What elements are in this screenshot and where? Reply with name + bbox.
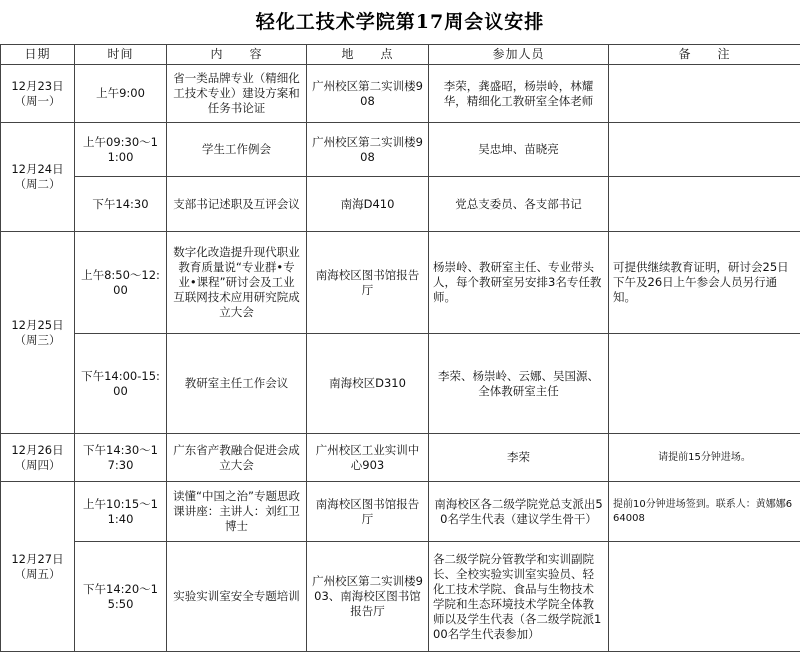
date-cell: 12月26日（周四）	[1, 434, 75, 482]
notes-cell: 可提供继续教育证明，研讨会25日下午及26日上午参会人员另行通知。	[609, 232, 800, 334]
date-cell: 12月25日（周三）	[1, 232, 75, 434]
date-cell: 12月24日（周二）	[1, 123, 75, 232]
table-row	[1, 123, 800, 177]
content-cell: 广东省产教融合促进会成立大会	[167, 434, 307, 482]
time-cell: 下午14:30	[75, 177, 167, 232]
notes-cell	[609, 177, 800, 232]
table-row	[1, 65, 800, 123]
location-cell: 广州校区第二实训楼908	[307, 65, 429, 123]
header-date: 日期	[1, 45, 75, 65]
content-cell: 实验实训室安全专题培训	[167, 542, 307, 652]
notes-cell: 请提前15分钟进场。	[609, 434, 800, 482]
content-cell: 教研室主任工作会议	[167, 334, 307, 434]
content-cell: 省一类品牌专业（精细化工技术专业）建设方案和任务书论证	[167, 65, 307, 123]
time-cell: 上午09:30～11:00	[75, 123, 167, 177]
header-content: 内 容	[167, 45, 307, 65]
time-cell: 下午14:30～17:30	[75, 434, 167, 482]
attendees-cell: 李荣、杨崇岭、云娜、吴国源、全体教研室主任	[429, 334, 609, 434]
location-cell: 南海校区D310	[307, 334, 429, 434]
header-notes: 备 注	[609, 45, 800, 65]
header-attendees: 参加人员	[429, 45, 609, 65]
location-cell: 南海校区图书馆报告厅	[307, 482, 429, 542]
location-cell: 南海D410	[307, 177, 429, 232]
notes-cell	[609, 334, 800, 434]
attendees-cell: 杨崇岭、教研室主任、专业带头人，每个教研室另安排3名专任教师。	[429, 232, 609, 334]
notes-cell	[609, 542, 800, 652]
table-row	[1, 482, 800, 542]
content-cell: 数字化改造提升现代职业教育质量说“专业群•专业•课程”研讨会及工业互联网技术应用研究院成立大会	[167, 232, 307, 334]
header-time: 时间	[75, 45, 167, 65]
location-cell: 广州校区第二实训楼908	[307, 123, 429, 177]
header-row	[1, 45, 800, 65]
attendees-cell: 李荣，龚盛昭，杨崇岭，林耀华，精细化工教研室全体老师	[429, 65, 609, 123]
time-cell: 下午14:20～15:50	[75, 542, 167, 652]
content-cell: 支部书记述职及互评会议	[167, 177, 307, 232]
schedule-table	[0, 44, 800, 652]
time-cell: 下午14:00-15:00	[75, 334, 167, 434]
notes-cell	[609, 65, 800, 123]
time-cell: 上午10:15～11:40	[75, 482, 167, 542]
content-cell: 读懂“中国之治”专题思政课讲座：主讲人：刘红卫博士	[167, 482, 307, 542]
notes-cell	[609, 123, 800, 177]
table-row	[1, 232, 800, 334]
table-row	[1, 542, 800, 652]
time-cell: 上午8:50～12:00	[75, 232, 167, 334]
attendees-cell: 吴忠坤、苗晓亮	[429, 123, 609, 177]
location-cell: 南海校区图书馆报告厅	[307, 232, 429, 334]
time-cell: 上午9:00	[75, 65, 167, 123]
location-cell: 广州校区第二实训楼903、南海校区图书馆报告厅	[307, 542, 429, 652]
table-row	[1, 334, 800, 434]
attendees-cell: 党总支委员、各支部书记	[429, 177, 609, 232]
attendees-cell: 李荣	[429, 434, 609, 482]
page-title: 轻化工技术学院第17周会议安排	[255, 11, 545, 33]
location-cell: 广州校区工业实训中心903	[307, 434, 429, 482]
attendees-cell: 南海校区各二级学院党总支派出50名学生代表（建议学生骨干）	[429, 482, 609, 542]
content-cell: 学生工作例会	[167, 123, 307, 177]
date-cell: 12月23日（周一）	[1, 65, 75, 123]
header-location: 地 点	[307, 45, 429, 65]
notes-cell: 提前10分钟进场签到。联系人：黄娜娜664008	[609, 482, 800, 542]
date-cell: 12月27日（周五）	[1, 482, 75, 652]
table-row	[1, 434, 800, 482]
attendees-cell: 各二级学院分管教学和实训副院长、全校实验实训室实验员、轻化工技术学院、食品与生物技术学院和生态环境技术学院全体教师以及学生代表（各二级学院派100名学生代表参加）	[429, 542, 609, 652]
table-row	[1, 177, 800, 232]
